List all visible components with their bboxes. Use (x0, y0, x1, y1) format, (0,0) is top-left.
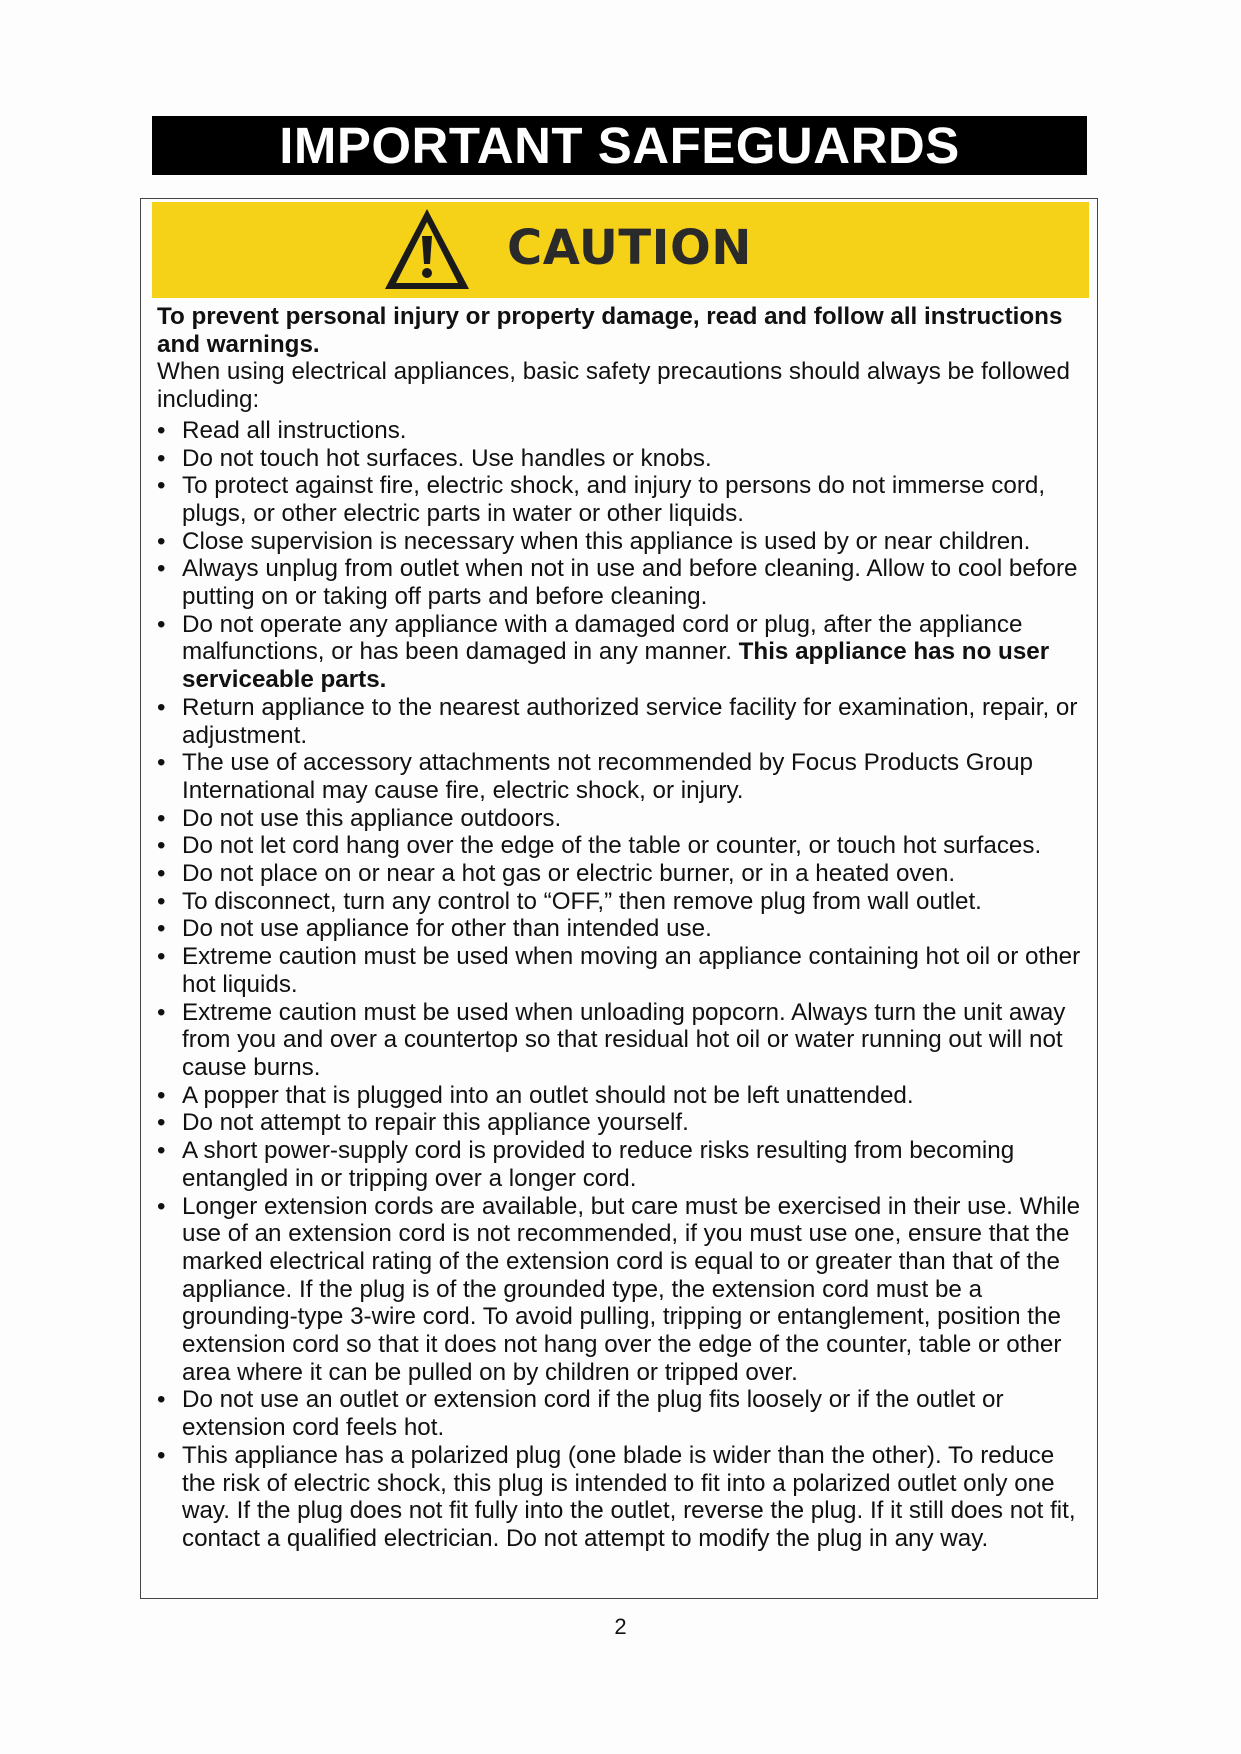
list-item: • Read all instructions. (157, 417, 1093, 445)
list-item: • To protect against fire, electric shock, and injury to persons do not immerse cord, plugs, or other electric parts in water or other liquids. (157, 472, 1093, 527)
list-item: • This appliance has a polarized plug (one blade is wider than the other). To reduce the risk of electric shock, this plug is intended to fit into a polarized outlet only one way. If the plug does not fit fully into the outlet, reverse the plug. If it still does not fit, contact a qualified electrician. Do not attempt to modify the plug in any way. (157, 1442, 1093, 1553)
intro-warning: To prevent personal injury or property damage, read and follow all instructions and warnings. (157, 303, 1063, 358)
intro-text: When using electrical appliances, basic safety precautions should always be followed including: (157, 358, 1070, 414)
list-item: • Extreme caution must be used when unloading popcorn. Always turn the unit away from you and over a countertop so that residual hot oil or water running out will not cause burns. (157, 999, 1093, 1082)
safeguards-list (157, 417, 1093, 1553)
list-item: • Do not attempt to repair this appliance yourself. (157, 1109, 1093, 1137)
list-item: • Do not use appliance for other than intended use. (157, 915, 1093, 943)
list-item: • Always unplug from outlet when not in use and before cleaning. Allow to cool before putting on or taking off parts and before cleaning. (157, 555, 1093, 610)
list-item: • To disconnect, turn any control to “OFF,” then remove plug from wall outlet. (157, 888, 1093, 916)
list-item: • A popper that is plugged into an outlet should not be left unattended. (157, 1082, 1093, 1110)
list-item: • Do not operate any appliance with a damaged cord or plug, after the appliance malfunctions, or has been damaged in any manner. This appliance has no user serviceable parts. (157, 611, 1093, 694)
list-item: • Do not use an outlet or extension cord if the plug fits loosely or if the outlet or extension cord feels hot. (157, 1386, 1093, 1441)
caution-label: CAUTION (507, 220, 752, 276)
list-item: • Do not let cord hang over the edge of the table or counter, or touch hot surfaces. (157, 832, 1093, 860)
list-item: • Do not touch hot surfaces. Use handles or knobs. (157, 445, 1093, 473)
warning-triangle-icon (382, 206, 472, 292)
list-item: • Return appliance to the nearest authorized service facility for examination, repair, or adjustment. (157, 694, 1093, 749)
serviceable-parts-warning: This appliance has no user serviceable parts. (182, 638, 1050, 694)
list-item: • Close supervision is necessary when this appliance is used by or near children. (157, 528, 1093, 556)
list-item: • The use of accessory attachments not recommended by Focus Products Group International may cause fire, electric shock, or injury. (157, 749, 1093, 804)
list-item: • Longer extension cords are available, but care must be exercised in their use. While use of an extension cord is not recommended, if you must use one, ensure that the marked electrical rating of the extension cord is equal to or greater than that of the appliance. If the plug is of the grounded type, the extension cord must be a grounding-type 3-wire cord. To avoid pulling, tripping or entanglement, position the extension cord so that it does not hang over the edge of the counter, table or other area where it can be pulled on by children or tripped over. (157, 1193, 1093, 1387)
list-item: • Do not use this appliance outdoors. (157, 805, 1093, 833)
list-item: • Extreme caution must be used when moving an appliance containing hot oil or other hot liquids. (157, 943, 1093, 998)
safeguards-content (157, 303, 1093, 1553)
page-title: IMPORTANT SAFEGUARDS (152, 116, 1087, 175)
page-number: 2 (614, 1614, 627, 1639)
list-item: • Do not place on or near a hot gas or electric burner, or in a heated oven. (157, 860, 1093, 888)
list-item: • A short power-supply cord is provided to reduce risks resulting from becoming entangled in or tripping over a longer cord. (157, 1137, 1093, 1192)
caution-banner (152, 202, 1089, 298)
